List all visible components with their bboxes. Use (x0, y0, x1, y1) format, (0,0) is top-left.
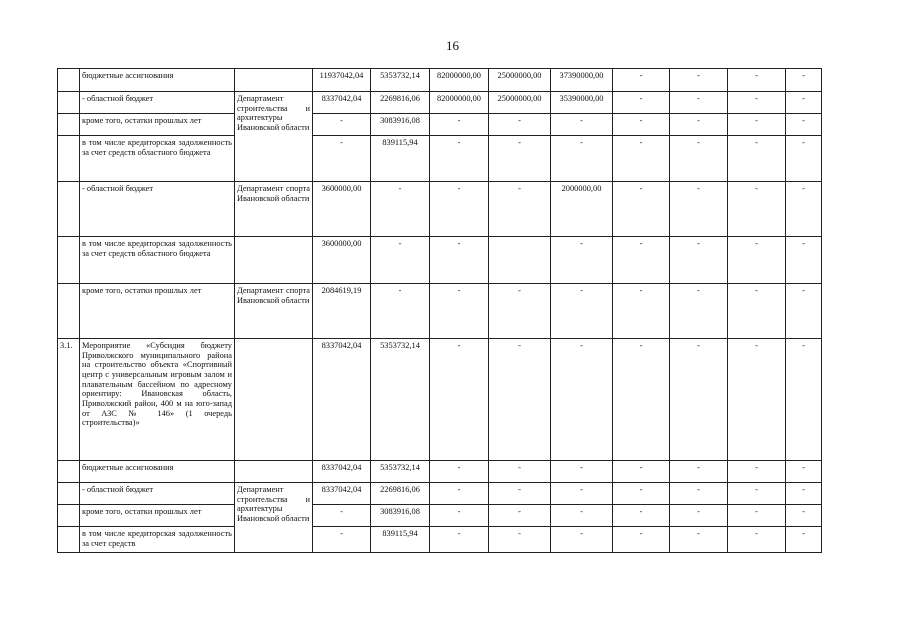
value-cell: 11937042,04 (313, 69, 371, 92)
value-cell: - (728, 461, 786, 483)
value-cell: 82000000,00 (430, 69, 489, 92)
value-cell: - (313, 136, 371, 182)
value-cell: 839115,94 (371, 136, 430, 182)
value-cell: 3083916,08 (371, 114, 430, 136)
value-cell: - (613, 69, 670, 92)
value-cell: - (430, 339, 489, 461)
value-cell: - (728, 69, 786, 92)
row-index (58, 69, 80, 92)
row-description: - областной бюджет (80, 92, 235, 114)
row-executor: Департамент спорта Ивановской области (235, 182, 313, 237)
value-cell: 2269816,06 (371, 483, 430, 505)
row-executor (235, 237, 313, 284)
row-description: в том числе кредиторская задолженность за счет средств областного бюджета (80, 136, 235, 182)
row-description: - областной бюджет (80, 483, 235, 505)
value-cell: - (551, 505, 613, 527)
value-cell: - (489, 461, 551, 483)
value-cell: 25000000,00 (489, 92, 551, 114)
value-cell: - (786, 527, 822, 553)
row-description: кроме того, остатки прошлых лет (80, 284, 235, 339)
value-cell: - (786, 461, 822, 483)
value-cell: - (670, 136, 728, 182)
value-cell: 3600000,00 (313, 182, 371, 237)
value-cell: - (551, 461, 613, 483)
row-index (58, 114, 80, 136)
value-cell: - (728, 483, 786, 505)
table-row (58, 92, 822, 114)
value-cell: - (551, 237, 613, 284)
value-cell: - (786, 505, 822, 527)
value-cell: 8337042,04 (313, 92, 371, 114)
value-cell: - (613, 483, 670, 505)
value-cell: - (430, 284, 489, 339)
value-cell: 3600000,00 (313, 237, 371, 284)
value-cell: - (670, 483, 728, 505)
value-cell: 8337042,04 (313, 461, 371, 483)
value-cell: - (430, 182, 489, 237)
row-index: 3.1. (58, 339, 80, 461)
value-cell: - (786, 114, 822, 136)
table-row (58, 461, 822, 483)
value-cell: - (489, 182, 551, 237)
value-cell: 37390000,00 (551, 69, 613, 92)
value-cell: - (728, 505, 786, 527)
value-cell: - (728, 284, 786, 339)
value-cell: - (430, 527, 489, 553)
value-cell: - (313, 527, 371, 553)
value-cell: - (670, 461, 728, 483)
value-cell: 2000000,00 (551, 182, 613, 237)
table-row (58, 505, 822, 527)
value-cell: 82000000,00 (430, 92, 489, 114)
row-description: бюджетные ассигнования (80, 69, 235, 92)
value-cell: - (613, 92, 670, 114)
value-cell: - (728, 237, 786, 284)
page-number: 16 (446, 38, 459, 53)
row-description: Мероприятие «Субсидия бюджету Приволжского муниципального района на строительство объекта «Спортивный центр с универсальным игровым залом и плавательным бассейном по адресному ориентиру: Ивановская область, Приволжский район, 400 м на юго-запад от АЗС № 146» (1 очередь строительства)» (80, 339, 235, 461)
value-cell: - (728, 339, 786, 461)
value-cell: 8337042,04 (313, 483, 371, 505)
value-cell: - (786, 284, 822, 339)
value-cell: - (613, 114, 670, 136)
value-cell: - (670, 339, 728, 461)
value-cell: - (430, 237, 489, 284)
value-cell: - (670, 527, 728, 553)
value-cell: - (728, 114, 786, 136)
value-cell: - (613, 461, 670, 483)
value-cell: - (786, 136, 822, 182)
value-cell: 8337042,04 (313, 339, 371, 461)
value-cell: 35390000,00 (551, 92, 613, 114)
value-cell: - (786, 92, 822, 114)
value-cell: - (430, 461, 489, 483)
value-cell: 5353732,14 (371, 69, 430, 92)
value-cell: - (430, 505, 489, 527)
value-cell: - (728, 136, 786, 182)
value-cell: - (551, 284, 613, 339)
value-cell: 2269816,06 (371, 92, 430, 114)
value-cell: - (613, 136, 670, 182)
table-row (58, 237, 822, 284)
row-description: бюджетные ассигнования (80, 461, 235, 483)
row-index (58, 505, 80, 527)
value-cell: - (786, 237, 822, 284)
value-cell: - (613, 339, 670, 461)
table-row (58, 284, 822, 339)
value-cell: - (551, 339, 613, 461)
value-cell: - (670, 182, 728, 237)
row-index (58, 92, 80, 114)
value-cell: - (430, 483, 489, 505)
value-cell: - (613, 182, 670, 237)
value-cell: - (786, 483, 822, 505)
table-row (58, 339, 822, 461)
row-description: кроме того, остатки прошлых лет (80, 505, 235, 527)
value-cell: - (670, 237, 728, 284)
value-cell: - (670, 92, 728, 114)
value-cell: - (551, 114, 613, 136)
table-row (58, 483, 822, 505)
row-executor: Департамент спорта Ивановской области (235, 284, 313, 339)
value-cell: - (489, 284, 551, 339)
value-cell: - (371, 182, 430, 237)
value-cell: - (613, 505, 670, 527)
row-executor: Департамент строительства и архитектуры Ивановской области (235, 483, 313, 553)
table-row (58, 527, 822, 553)
row-description: в том числе кредиторская задолженность за счет средств (80, 527, 235, 553)
row-index (58, 461, 80, 483)
value-cell: - (613, 284, 670, 339)
value-cell: - (551, 527, 613, 553)
value-cell: - (728, 92, 786, 114)
table-row (58, 69, 822, 92)
value-cell: 3083916,08 (371, 505, 430, 527)
value-cell: - (430, 136, 489, 182)
value-cell: - (551, 136, 613, 182)
row-index (58, 136, 80, 182)
value-cell: - (430, 114, 489, 136)
row-executor (235, 461, 313, 483)
value-cell: - (489, 483, 551, 505)
value-cell: - (786, 182, 822, 237)
value-cell: - (786, 69, 822, 92)
value-cell: 5353732,14 (371, 461, 430, 483)
table-row (58, 114, 822, 136)
table-row (58, 136, 822, 182)
row-executor: Департамент строительства и архитектуры Ивановской области (235, 92, 313, 182)
row-executor (235, 69, 313, 92)
value-cell: - (313, 505, 371, 527)
value-cell: - (670, 114, 728, 136)
budget-table (57, 68, 822, 553)
value-cell: - (670, 284, 728, 339)
value-cell: - (489, 114, 551, 136)
value-cell: - (489, 339, 551, 461)
value-cell: - (551, 483, 613, 505)
row-index (58, 182, 80, 237)
value-cell (489, 237, 551, 284)
row-index (58, 237, 80, 284)
value-cell: - (371, 284, 430, 339)
value-cell: - (670, 505, 728, 527)
row-index (58, 284, 80, 339)
value-cell: - (371, 237, 430, 284)
value-cell: - (786, 339, 822, 461)
row-description: - областной бюджет (80, 182, 235, 237)
value-cell: - (613, 527, 670, 553)
row-executor (235, 339, 313, 461)
value-cell: - (313, 114, 371, 136)
value-cell: 2084619,19 (313, 284, 371, 339)
row-description: в том числе кредиторская задолженность за счет средств областного бюджета (80, 237, 235, 284)
value-cell: - (489, 136, 551, 182)
table-row (58, 182, 822, 237)
row-index (58, 527, 80, 553)
value-cell: - (728, 182, 786, 237)
value-cell: 839115,94 (371, 527, 430, 553)
value-cell: 25000000,00 (489, 69, 551, 92)
value-cell: - (489, 505, 551, 527)
row-description: кроме того, остатки прошлых лет (80, 114, 235, 136)
value-cell: 5353732,14 (371, 339, 430, 461)
value-cell: - (670, 69, 728, 92)
value-cell: - (728, 527, 786, 553)
row-index (58, 483, 80, 505)
value-cell: - (613, 237, 670, 284)
value-cell: - (489, 527, 551, 553)
